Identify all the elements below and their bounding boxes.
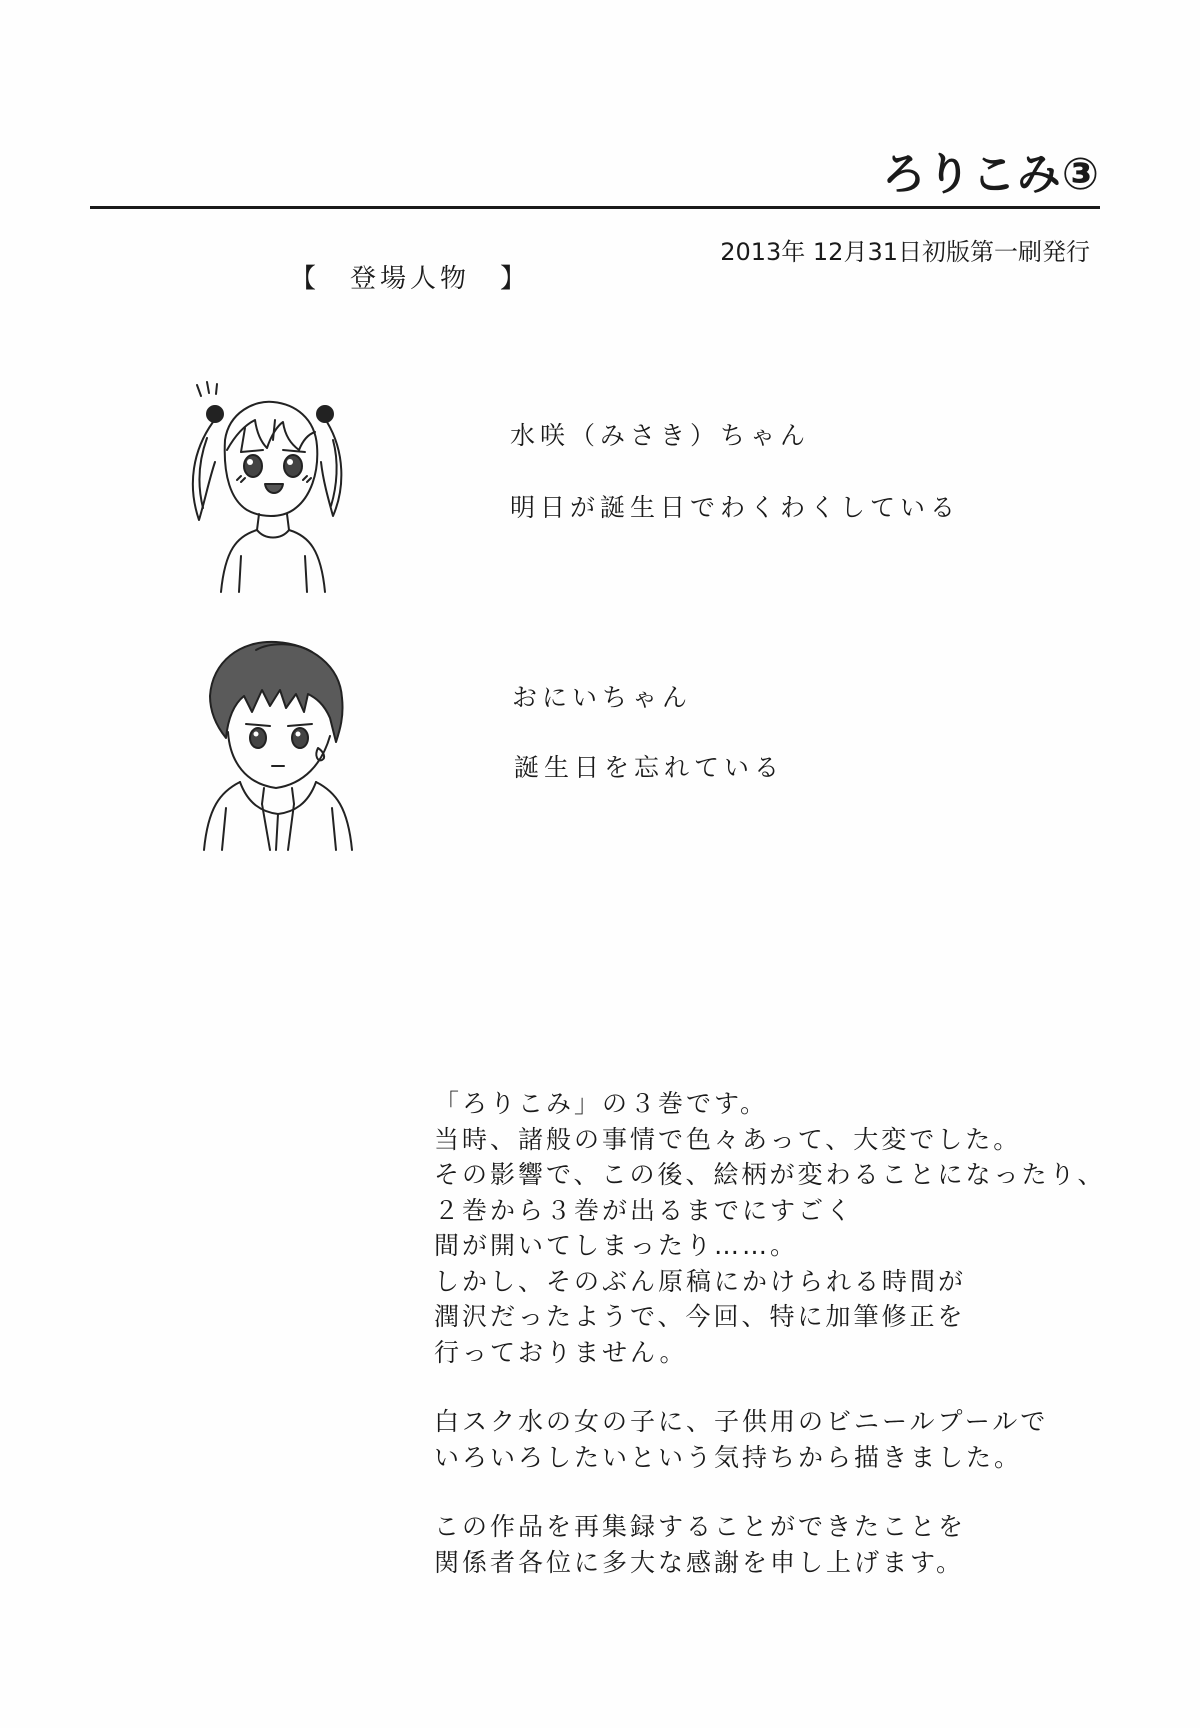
paragraph-gap <box>434 1370 1174 1404</box>
afterword-line: 当時、諸般の事情で色々あって、大変でした。 <box>434 1124 1022 1154</box>
book-title: ろりこみ③ <box>881 149 1100 200</box>
onii-chan-portrait <box>200 632 360 852</box>
character-1-name: 水咲（みさき）ちゃん <box>510 421 811 450</box>
afterword-line: 関係者各位に多大な感謝を申し上げます。 <box>434 1547 965 1577</box>
afterword-line: いろいろしたいという気持ちから描きました。 <box>434 1442 1023 1472</box>
afterword-line: 行っておりません。 <box>434 1337 688 1367</box>
afterword-line: 「ろりこみ」の３巻です。 <box>434 1089 769 1118</box>
character-1-description: 明日が誕生日でわくわくしている <box>510 493 961 522</box>
afterword-line: 間が開いてしまったり……。 <box>434 1231 799 1260</box>
misaki-portrait <box>185 380 345 595</box>
afterword-line: その影響で、この後、絵柄が変わることになったり、 <box>434 1160 1106 1189</box>
characters-heading: 【 登場人物 】 <box>290 264 531 294</box>
afterword-line: しかし、そのぶん原稿にかけられる時間が <box>434 1266 967 1296</box>
afterword-line: 白スク水の女の子に、子供用のビニールプールで <box>434 1407 1049 1436</box>
title-rule <box>90 206 1100 209</box>
character-2-name: おにいちゃん <box>512 683 693 712</box>
afterword-line: この作品を再集録することができたことを <box>434 1512 967 1541</box>
paragraph-gap <box>434 1475 1174 1509</box>
publication-date: 2013年 12月31日初版第一刷発行 <box>720 238 1090 266</box>
afterword <box>434 1086 1174 1580</box>
afterword-line: ２巻から３巻が出るまでにすごく <box>434 1195 855 1225</box>
character-2-description: 誕生日を忘れている <box>514 753 785 782</box>
afterword-line: 潤沢だったようで、今回、特に加筆修正を <box>434 1302 966 1331</box>
